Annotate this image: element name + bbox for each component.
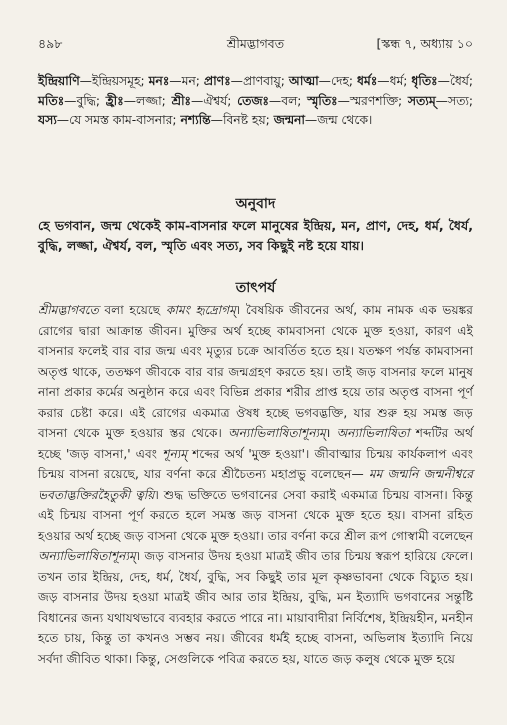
page-header (38, 36, 473, 54)
synonym-word: ধর্মঃ (356, 74, 378, 88)
purport-italic-term: অন্যাভিলাষিতা (336, 426, 410, 440)
purport-text: । বৈষয়িক জীবনের অর্থ, কাম নামক এক ভয়ঙ্কর রোগের দ্বারা আক্রান্ত জীবন। মুক্তির অর্থ হচ্ছে কামবাসনা থেকে মুক্ত হওয়া, কারণ এই বাসনার ফলেই বার বার জন্ম এবং মৃত্যুর চক্রে আবর্তিত হতে হয়। যতক্ষণ পর্যন্ত কামবাসনা অতৃপ্ত থাকে, ততক্ষণ জীবকে বার বার জন্মগ্রহণ করতে হয়। তাই জড় বাসনার ফলে মানুষ নানা প্রকার কর্মের অনুষ্ঠান করে এবং বিভিন্ন প্রকার শরীর প্রাপ্ত হয়ে তার অতৃপ্ত বাসনা পূর্ণ করার চেষ্টা করে। এই রোগের একমাত্র ঔষধ হচ্ছে ভগবদ্ভক্তি, যার শুরু হয় সমস্ত জড় বাসনা থেকে মুক্ত হওয়ার স্তর থেকে। (38, 303, 473, 440)
synonym-word: স্মৃতিঃ (307, 93, 338, 108)
synonym-meaning: —বিনষ্ট হয়; (210, 113, 274, 127)
synonym-meaning: —স্মরণশক্তি; (337, 93, 408, 108)
purport-text: । জড় বাসনার উদয় হওয়া মাত্রই জীব তার চিন্ময় স্বরূপ হারিয়ে ফেলে। তখন তার ইন্দ্রিয়, দেহ, ধর্ম, ধৈর্য, বুদ্ধি, সব কিছুই তার মূল কৃষ্ণভাবনা থেকে বিচ্যুত হয়। জড় বাসনার উদয় হওয়া মাত্রই জীব আর তার ইন্দ্রিয়, বুদ্ধি, মন ইত্যাদি ভগবানের সন্তুষ্টি বিধানের জন্য যথাযথভাবে ব্যবহার করতে পারে না। মায়াবাদীরা নির্বিশেষ, ইন্দ্রিয়হীন, মনহীন হতে চায়, কিন্তু তা কখনও সম্ভব নয়। জীবের ধর্মই হচ্ছে বাসনা, অভিলাষ ইত্যাদি নিয়ে সর্বদা জীবিত থাকা। কিন্তু, সেগুলিকে পবিত্র করতে হয়, যাতে জড় কলুষ থেকে মুক্ত হয়ে (38, 549, 473, 666)
purport-heading: তাৎপর্য (235, 280, 276, 296)
canto-chapter: [স্কন্ধ ৭, অধ্যায় ১০ (376, 36, 473, 51)
synonym-meaning: —যে সমস্ত কাম-বাসনার; (56, 113, 181, 127)
purport-text: বলা হয়েছে (98, 303, 166, 317)
purport-italic-term: অন্যাভিলাষিতাশূন্যম্ (228, 426, 326, 440)
synonym-word: মনঃ (148, 74, 170, 88)
synonym-word: ইন্দ্রিয়াণি (38, 74, 80, 88)
synonym-meaning: —প্রাণবায়ু; (230, 74, 289, 88)
synonym-meaning: —লজ্জা; (123, 93, 172, 108)
translation-heading: অনুবাদ (235, 196, 276, 212)
synonym-word: প্রাণঃ (203, 74, 231, 88)
synonyms-paragraph (38, 72, 473, 131)
purport-italic-term: মম জন্মনি জন্মনীশ্বরে ভবতাদ্ভক্তিরহৈতুকী ত্বয়ি (38, 467, 473, 502)
purport-italic-term: কামং হৃদ্রোগম্ (165, 303, 236, 317)
purport-italic-term: শূন্যম্ (162, 446, 188, 461)
synonym-word: শ্রীঃ (171, 93, 191, 108)
synonym-word: যস্য (38, 113, 57, 127)
synonym-meaning: —ঐশ্বর্য; (190, 93, 238, 108)
synonym-meaning: —বুদ্ধি; (64, 93, 106, 108)
synonym-meaning: —মন; (169, 74, 204, 88)
page-number: ৪৯৮ (38, 36, 63, 51)
purport-text: । (325, 426, 337, 440)
purport-italic-term: শ্রীমদ্ভাগবতে (38, 303, 99, 317)
synonym-word: সত্যম্ (407, 93, 436, 108)
synonym-word: জন্মনা (273, 113, 305, 127)
purport-text: । শুদ্ধ ভক্তিতে ভগবানের সেবা করাই একমাত্র চিন্ময় বাসনা। কিন্তু এই চিন্ময় বাসনা পূর্ণ করতে হলে সমস্ত জড় বাসনা থেকে মুক্ত হতে হয়। বাসনা রহিত হওয়ার অর্থ হচ্ছে জড় বাসনা থেকে মুক্ত হওয়া। তার বর্ণনা করে শ্রীল রূপ গোস্বামী বলেছেন (38, 487, 473, 543)
synonym-word: আত্মা (288, 74, 319, 88)
purport-text: শব্দটির অর্থ হচ্ছে 'জড় বাসনা,' এবং (38, 426, 473, 461)
purport-italic-term: অন্যাভিলাষিতাশূন্যম্ (38, 549, 136, 563)
synonym-word: ধৃতিঃ (411, 74, 438, 88)
synonym-meaning: —দেহ; (318, 74, 357, 88)
synonym-word: হ্রীঃ (105, 93, 124, 108)
book-title: শ্রীমদ্ভাগবত (226, 36, 285, 51)
translation-paragraph: হে ভগবান, জন্ম থেকেই কাম-বাসনার ফলে মানুষের ইন্দ্রিয়, মন, প্রাণ, দেহ, ধর্ম, ধৈর্য, বুদ্ধি, লজ্জা, ঐশ্বর্য, বল, স্মৃতি এবং সত্য, সব কিছুই নষ্ট হয়ে যায়। (38, 218, 473, 253)
synonym-word: মতিঃ (38, 93, 65, 108)
synonym-meaning: —ধৈর্য; (437, 74, 473, 88)
synonym-meaning: —ইন্দ্রিয়সমূহ; (79, 74, 149, 88)
synonym-meaning: —সত্য; (435, 93, 474, 108)
synonym-meaning: —বল; (268, 93, 308, 108)
synonym-meaning: —জন্ম থেকে। (304, 113, 373, 127)
synonym-word: নশ্যন্তি (180, 113, 211, 127)
purport-paragraph (38, 300, 473, 669)
synonym-meaning: —ধর্ম; (377, 74, 412, 88)
synonym-word: তেজঃ (237, 93, 269, 108)
purport-text: শব্দের অর্থ 'মুক্ত হওয়া'। জীবাত্মার চিন্ময় কার্যকলাপ এবং চিন্ময় বাসনা রয়েছে, যার বর্ণনা করে শ্রীচৈতন্য মহাপ্রভু বলেছেন— (38, 446, 474, 481)
